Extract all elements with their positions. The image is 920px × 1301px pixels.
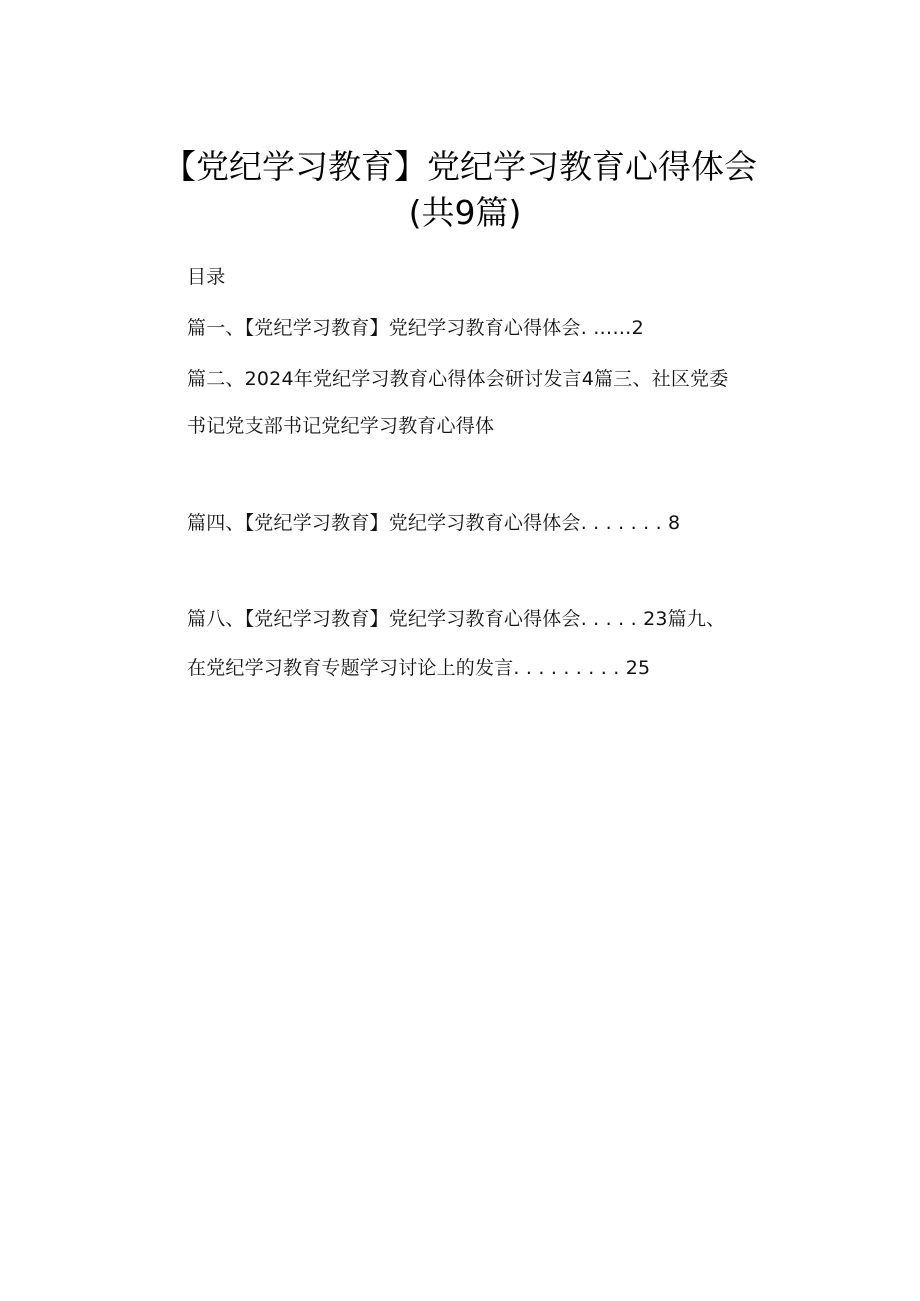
toc-entry-2-line-1[interactable]: 篇二、2024年党纪学习教育心得体会研讨发言4篇三、社区党委 <box>187 368 729 390</box>
toc-entry-8-line-1[interactable]: 篇八、【党纪学习教育】党纪学习教育心得体会. . . . . 23篇九、 <box>187 608 726 630</box>
document-title-line-1: 【党纪学习教育】党纪学习教育心得体会 <box>163 147 757 186</box>
toc-heading: 目录 <box>187 266 226 288</box>
toc-entry-2-line-2[interactable]: 书记党支部书记党纪学习教育心得体 <box>187 415 495 437</box>
toc-entry-8-line-2[interactable]: 在党纪学习教育专题学习讨论上的发言. . . . . . . . . 25 <box>187 657 651 679</box>
toc-entry-1[interactable]: 篇一、【党纪学习教育】党纪学习教育心得体会. ……2 <box>187 317 644 339</box>
document-title-line-2: (共9篇) <box>408 193 522 232</box>
toc-entry-4[interactable]: 篇四、【党纪学习教育】党纪学习教育心得体会. . . . . . . 8 <box>187 512 681 534</box>
